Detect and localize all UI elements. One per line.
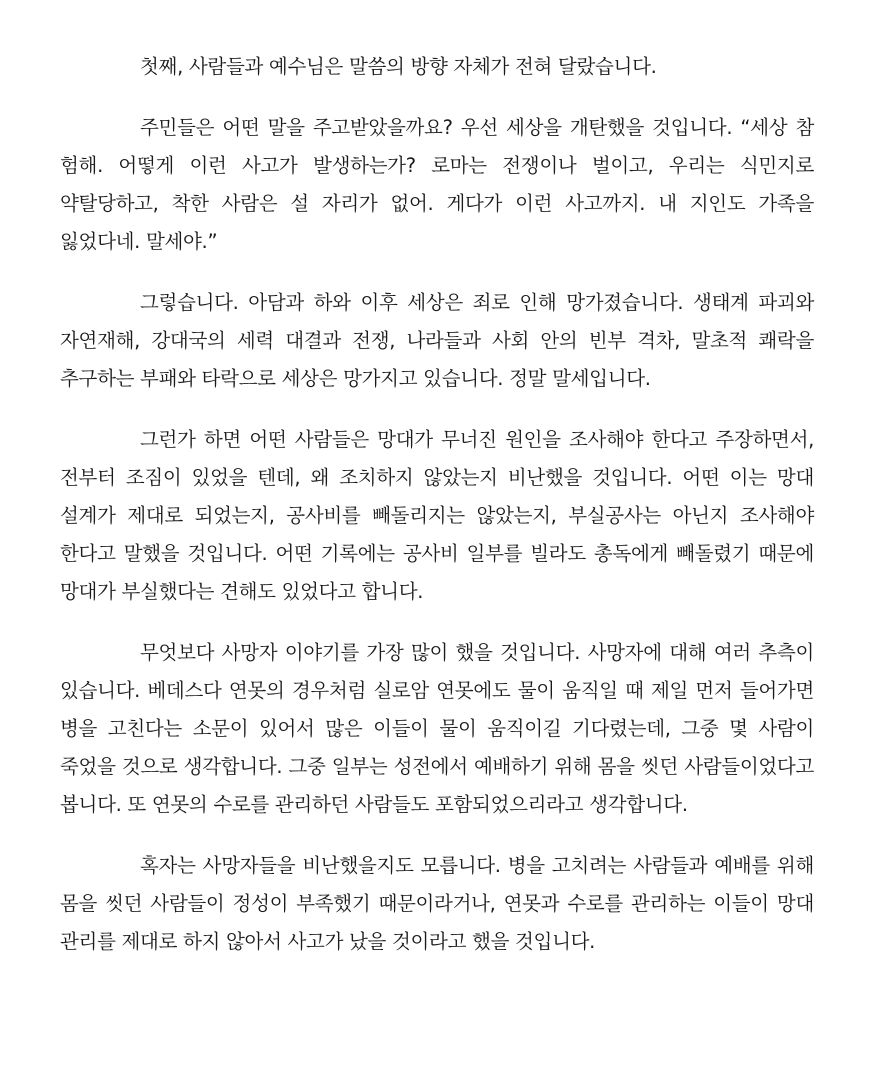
paragraph-5: 무엇보다 사망자 이야기를 가장 많이 했을 것입니다. 사망자에 대해 여러 추측이 있습니다. 베데스다 연못의 경우처럼 실로암 연못에도 물이 움직일 때 제일 먼저 들어가면 병을 고친다는 소문이 있어서 많은 이들이 물이 움직이길 기다렸는데, 그중 몇 사람이 죽었을 것으로 생각합니다. 그중 일부는 성전에서 예배하기 위해 몸을 씻던 사람들이었다고 봅니다. 또 연못의 수로를 관리하던 사람들도 포함되었으리라고 생각합니다.: [60, 641, 814, 816]
paragraph-4: 그런가 하면 어떤 사람들은 망대가 무너진 원인을 조사해야 한다고 주장하면서, 전부터 조짐이 있었을 텐데, 왜 조치하지 않았는지 비난했을 것입니다. 어떤 이는 망대 설계가 제대로 되었는지, 공사비를 빼돌리지는 않았는지, 부실공사는 아닌지 조사해야 한다고 말했을 것입니다. 어떤 기록에는 공사비 일부를 빌라도 총독에게 빼돌렸기 때문에 망대가 부실했다는 견해도 있었다고 합니다.: [60, 428, 814, 603]
paragraph-3: 그렇습니다. 아담과 하와 이후 세상은 죄로 인해 망가졌습니다. 생태계 파괴와 자연재해, 강대국의 세력 대결과 전쟁, 나라들과 사회 안의 빈부 격차, 말초적 쾌락을 추구하는 부패와 타락으로 세상은 망가지고 있습니다. 정말 말세입니다.: [60, 291, 814, 390]
paragraph-6: 혹자는 사망자들을 비난했을지도 모릅니다. 병을 고치려는 사람들과 예배를 위해 몸을 씻던 사람들이 정성이 부족했기 때문이라거나, 연못과 수로를 관리하는 이들이 망대 관리를 제대로 하지 않아서 사고가 났을 것이라고 했을 것입니다.: [60, 854, 814, 953]
document-body: [60, 48, 814, 961]
paragraph-2: 주민들은 어떤 말을 주고받았을까요? 우선 세상을 개탄했을 것입니다. “세상 참 험해. 어떻게 이런 사고가 발생하는가? 로마는 전쟁이나 벌이고, 우리는 식민지로 약탈당하고, 착한 사람은 설 자리가 없어. 게다가 이런 사고까지. 내 지인도 가족을 잃었다네. 말세야.”: [60, 116, 814, 253]
paragraph-1: 첫째, 사람들과 예수님은 말씀의 방향 자체가 전혀 달랐습니다.: [140, 55, 657, 78]
